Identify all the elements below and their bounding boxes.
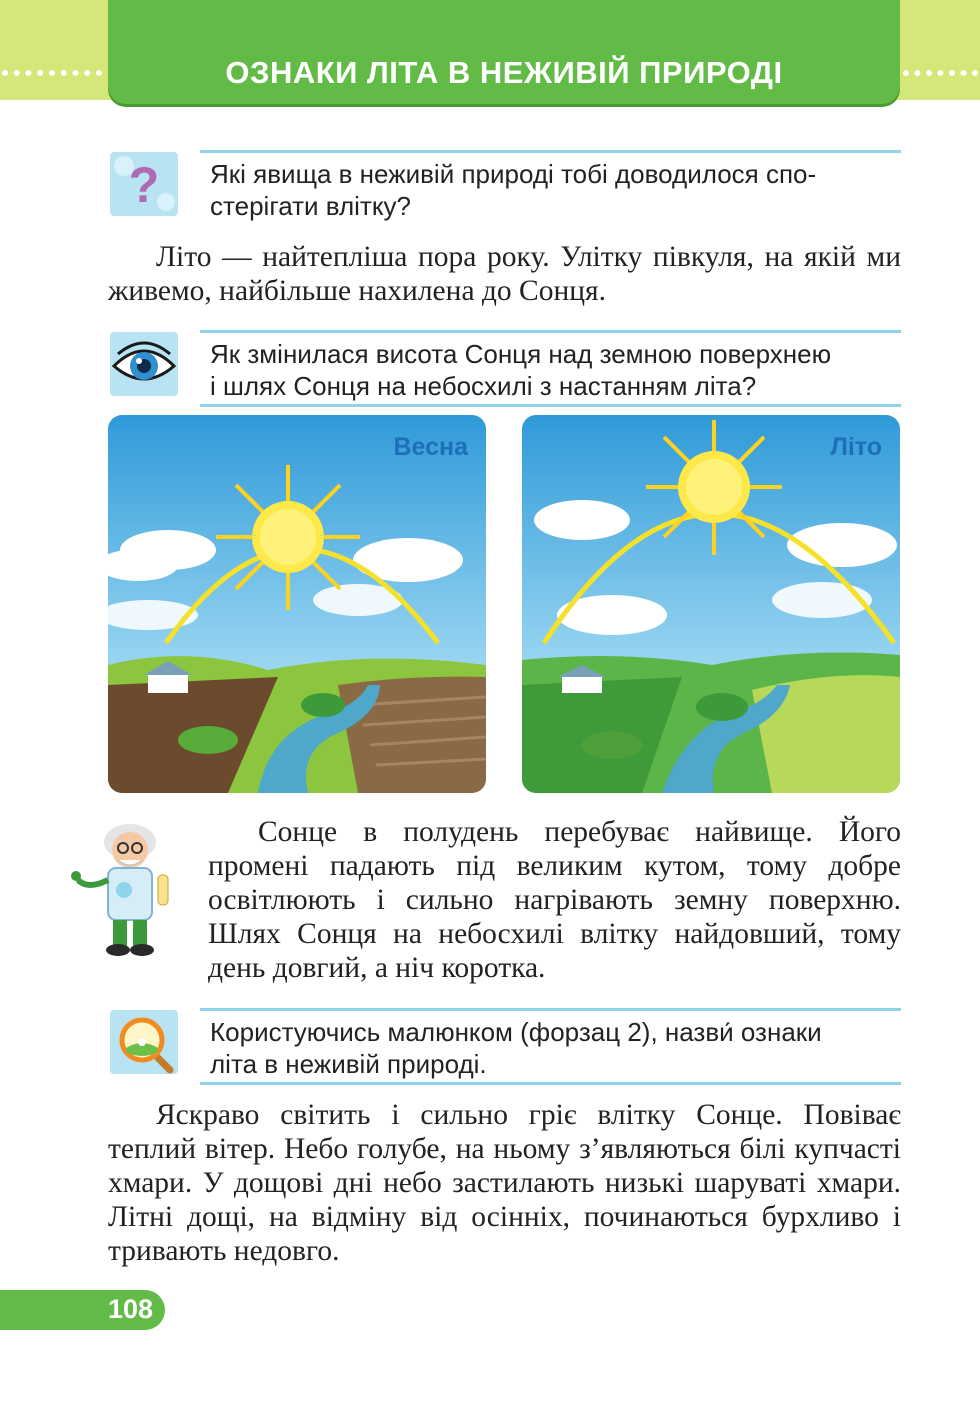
question-line: стерігати влітку?	[210, 191, 411, 221]
dotted-line-left	[2, 70, 102, 82]
paragraph-2-text: Яскраво світить і сильно гріє влітку Сонце. Повіває теплий вітер. Небо голубе, на ньому з’являються білі купчасті хмари. У дощові дні небо застилають низькі шаруваті хмари. Літні дощі, на відміну від осінніх, починаються бурхливо і тривають недовго.	[108, 1099, 901, 1267]
question-mark-icon	[108, 150, 180, 218]
question-line: і шлях Сонця на небосхилі з настанням літа?	[210, 371, 757, 401]
page-number: 108	[108, 1294, 154, 1324]
svg-text:?: ?	[128, 157, 160, 213]
question-line: Які явища в неживій природі тобі доводилося спо-	[210, 159, 817, 189]
question-block-3	[108, 1008, 901, 1080]
question-rule-top	[200, 1008, 901, 1011]
question-line: літа в неживій природі.	[210, 1049, 487, 1079]
question-line: Як змінилася висота Сонця над земною поверхнею	[210, 339, 832, 369]
paragraph-1: Літо — найтепліша пора року. Улітку півкуля, на якій ми живемо, найбільше нахилена до Сонця.	[108, 241, 901, 307]
summer-illustration	[522, 415, 900, 793]
magnifier-icon	[108, 1008, 180, 1076]
question-text-1	[210, 158, 893, 222]
page-title: ОЗНАКИ ЛІТА В НЕЖИВІЙ ПРИРОДІ	[225, 55, 783, 90]
question-rule-bottom	[200, 404, 901, 407]
scientist-paragraph-text: Сонце в полудень перебуває найвище. Його промені падають під великим кутом, тому добре освітлюють і сильно нагрівають земну поверхню. Шлях Сонця на небосхилі влітку найдовший, тому день довгий, а ніч коротка.	[208, 816, 901, 984]
summer-label: Літо	[830, 433, 882, 461]
dotted-line-right	[903, 70, 978, 82]
question-text-3	[210, 1016, 893, 1080]
question-block-1	[108, 150, 901, 220]
scientist-paragraph	[208, 815, 901, 985]
spring-illustration	[108, 415, 486, 793]
question-text-2	[210, 338, 893, 402]
question-line: Користуючись малюнком (форзац 2), назви́ ознаки	[210, 1017, 822, 1047]
question-rule-top	[200, 150, 901, 153]
question-rule-top	[200, 330, 901, 333]
spring-label: Весна	[393, 433, 468, 461]
question-rule-bottom	[200, 1082, 901, 1085]
question-block-2	[108, 330, 901, 402]
scientist-illustration	[68, 820, 188, 960]
header-bar	[108, 0, 900, 104]
eye-icon	[108, 330, 180, 398]
paragraph-2	[108, 1098, 901, 1268]
